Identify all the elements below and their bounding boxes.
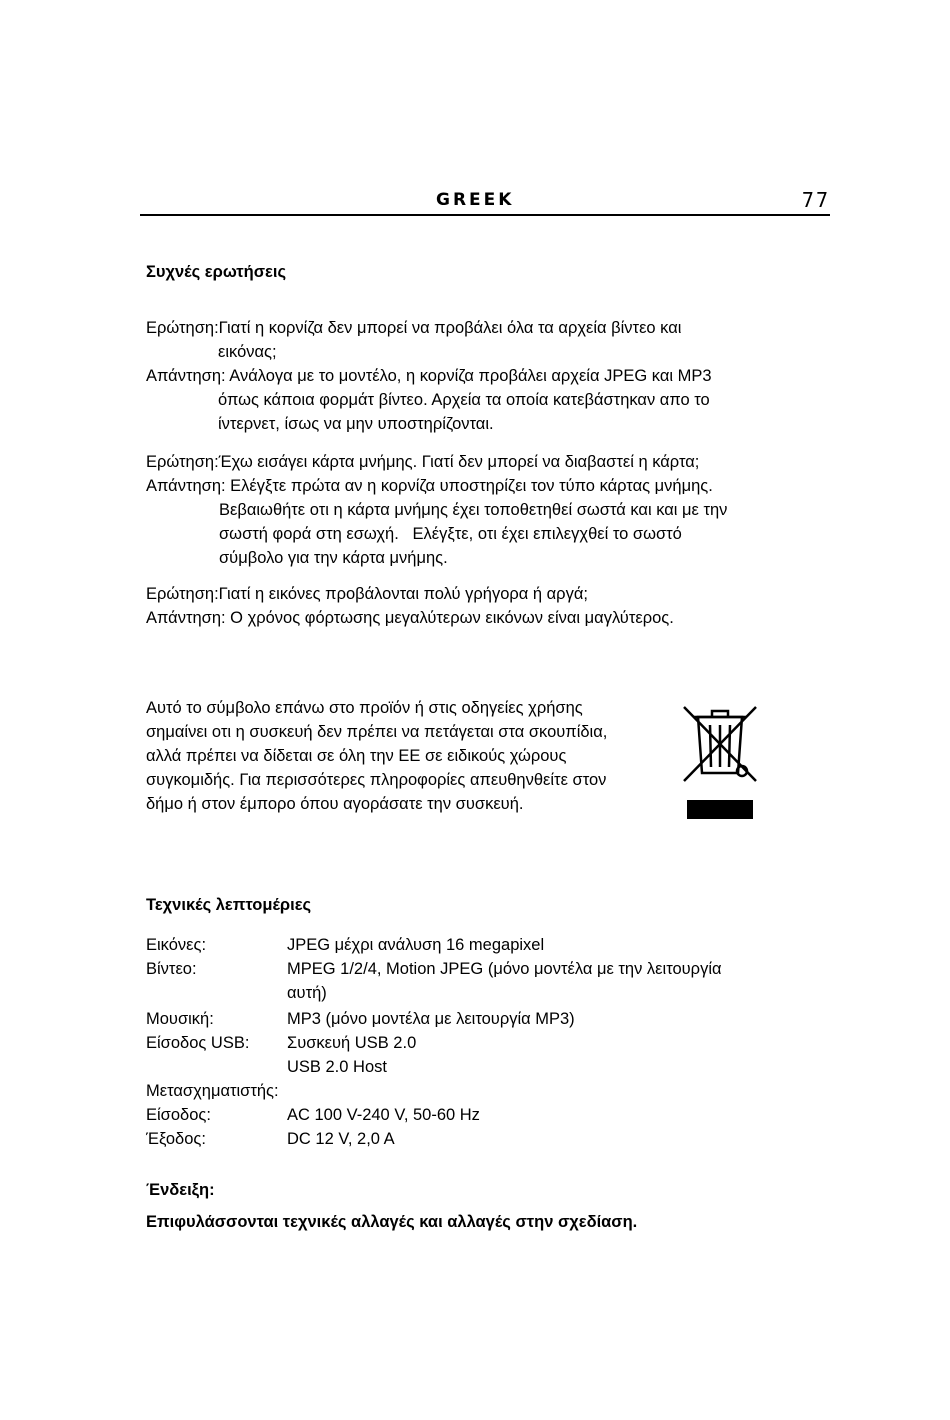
crossed-out-wheelie-bin-icon (680, 697, 760, 821)
disposal-text-line-1: Αυτό το σύμβολο επάνω στο προϊόν ή στις οδηγείες χρήσης (146, 699, 583, 717)
faq-answer-2-line-4: σύμβολο για την κάρτα μνήμης. (219, 549, 448, 567)
spec-label-adapter: Μετασχηματιστής: (146, 1082, 279, 1100)
note-title: Ένδειξη: (146, 1181, 215, 1199)
faq-answer-2-line-3: σωστή φορά στη εσωχή. Ελέγξτε, οτι έχει επιλεγχθεί το σωστό (219, 525, 682, 543)
faq-answer-1-line-3: ίντερνετ, ίσως να μην υποστηρίζονται. (218, 415, 494, 433)
spec-label-input: Είσοδος: (146, 1106, 211, 1124)
spec-value-usb-line-1: Συσκευή USB 2.0 (287, 1034, 417, 1052)
faq-answer-3: Απάντηση: Ο χρόνος φόρτωσης μεγαλύτερων εικόνων είναι μαγλύτερος. (146, 609, 674, 627)
disposal-text-line-3: αλλά πρέπει να δίδεται σε όλη την ΕΕ σε ειδικούς χώρους (146, 747, 567, 765)
page-header (140, 188, 830, 216)
spec-value-images: JPEG μέχρι ανάλυση 16 megapixel (287, 936, 545, 954)
spec-label-music: Μουσική: (146, 1010, 214, 1028)
spec-value-music: MP3 (μόνο μοντέλα με λειτουργία MP3) (287, 1010, 575, 1028)
faq-question-1-line-1: Ερώτηση:Γιατί η κορνίζα δεν μπορεί να προβάλει όλα τα αρχεία βίντεο και (146, 319, 682, 337)
faq-answer-2-line-2: Βεβαιωθήτε οτι η κάρτα μνήμης έχει τοποθετηθεί σωστά και και με την (219, 501, 728, 519)
language-label: GREEK (436, 190, 515, 210)
spec-label-video: Βίντεο: (146, 960, 197, 978)
faq-question-3: Ερώτηση:Γιατί η εικόνες προβάλονται πολύ γρήγορα ή αργά; (146, 585, 588, 603)
specs-title: Τεχνικές λεπτομέριες (146, 896, 312, 914)
faq-answer-1-line-1: Απάντηση: Ανάλογα με το μοντέλο, η κορνίζα προβάλει αρχεία JPEG και MP3 (146, 367, 712, 385)
disposal-text-line-5: δήμο ή στον έμπορο όπου αγοράσατε την συσκευή. (146, 795, 524, 813)
faq-answer-1-line-2: όπως κάποια φορμάτ βίντεο. Αρχεία τα οποία κατεβάστηκαν απο το (218, 391, 710, 409)
disposal-text-line-2: σημαίνει οτι η συσκευή δεν πρέπει να πετάγεται στα σκουπίδια, (146, 723, 608, 741)
faq-question-2: Ερώτηση:Έχω εισάγει κάρτα μνήμης. Γιατί δεν μπορεί να διαβαστεί η κάρτα; (146, 453, 700, 471)
faq-title: Συχνές ερωτήσεις (146, 263, 287, 281)
disposal-text-line-4: συγκομιδής. Για περισσότερες πληροφορίες απευθηνθείτε στον (146, 771, 607, 789)
spec-value-output: DC 12 V, 2,0 A (287, 1130, 395, 1148)
faq-question-1-line-2: εικόνας; (218, 343, 277, 361)
spec-label-usb: Είσοδος USB: (146, 1034, 250, 1052)
spec-label-output: Έξοδος: (146, 1130, 206, 1148)
spec-value-video-line-1: MPEG 1/2/4, Motion JPEG (μόνο μοντέλα με την λειτουργία (287, 960, 722, 978)
spec-value-input: AC 100 V-240 V, 50-60 Hz (287, 1106, 480, 1124)
spec-value-video-line-2: αυτή) (287, 984, 327, 1002)
faq-answer-2-line-1: Απάντηση: Ελέγξτε πρώτα αν η κορνίζα υποστηρίζει τον τύπο κάρτας μνήμης. (146, 477, 713, 495)
page-number: 77 (801, 188, 830, 212)
note-text: Επιφυλάσσονται τεχνικές αλλαγές και αλλαγές στην σχεδίαση. (146, 1213, 638, 1231)
spec-label-images: Εικόνες: (146, 936, 207, 954)
spec-value-usb-line-2: USB 2.0 Host (287, 1058, 387, 1076)
